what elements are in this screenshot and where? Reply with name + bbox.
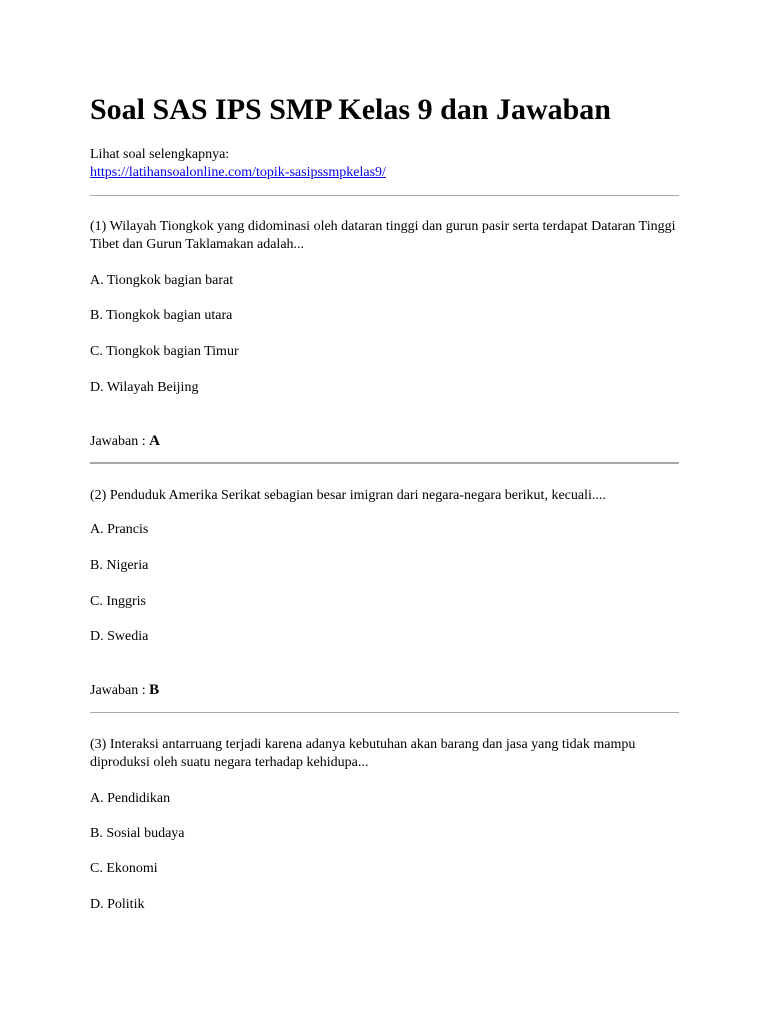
question-2-option-c: C. Inggris	[90, 594, 146, 609]
divider	[90, 195, 679, 196]
answer-value: B	[149, 682, 160, 698]
divider	[90, 712, 679, 713]
answer-value: A	[149, 433, 160, 449]
question-2-option-d: D. Swedia	[90, 629, 149, 644]
question-1-option-c: C. Tiongkok bagian Timur	[90, 344, 239, 359]
source-link[interactable]: https://latihansoalonline.com/topik-sasipssmpkelas9/	[90, 165, 386, 180]
question-2-option-b: B. Nigeria	[90, 558, 149, 573]
question-2-option-a: A. Prancis	[90, 522, 149, 537]
question-2-text: (2) Penduduk Amerika Serikat sebagian besar imigran dari negara-negara berikut, kecuali....	[90, 488, 606, 503]
question-1-option-a: A. Tiongkok bagian barat	[90, 273, 234, 288]
divider	[90, 462, 679, 464]
question-3-option-b: B. Sosial budaya	[90, 826, 185, 841]
answer-label: Jawaban :	[90, 434, 146, 449]
intro-text: Lihat soal selengkapnya:	[90, 147, 230, 162]
intro	[90, 146, 386, 182]
question-3-text: (3) Interaksi antarruang terjadi karena adanya kebutuhan akan barang dan jasa yang tidak mampu diproduksi oleh suatu negara terhadap kehidupa...	[90, 737, 636, 770]
question-1-text: (1) Wilayah Tiongkok yang didominasi oleh dataran tinggi dan gurun pasir serta terdapat Dataran Tinggi Tibet dan Gurun Taklamakan adalah...	[90, 219, 676, 252]
answer-label: Jawaban :	[90, 683, 146, 698]
question-2-answer	[90, 681, 159, 700]
question-1-answer	[90, 432, 160, 451]
question-1-option-d: D. Wilayah Beijing	[90, 380, 199, 395]
question-3-option-c: C. Ekonomi	[90, 861, 158, 876]
question-1-option-b: B. Tiongkok bagian utara	[90, 308, 233, 323]
question-3-option-d: D. Politik	[90, 897, 145, 912]
question-3-option-a: A. Pendidikan	[90, 791, 171, 806]
page-title: Soal SAS IPS SMP Kelas 9 dan Jawaban	[90, 93, 611, 126]
